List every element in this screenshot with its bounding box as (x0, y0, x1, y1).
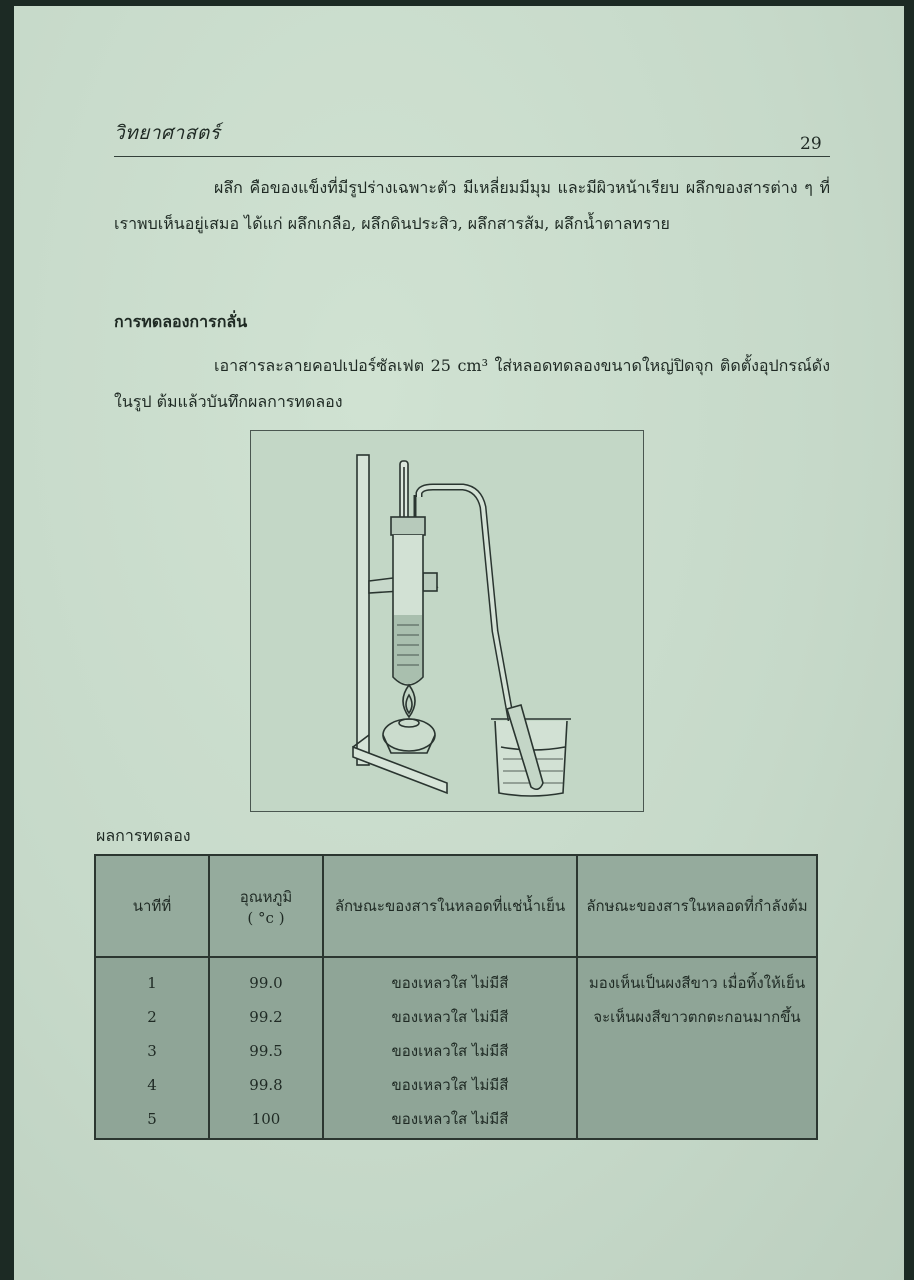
minute-cell: 2 (147, 1008, 157, 1026)
minute-cell: 1 (147, 974, 157, 992)
header-cold-tube-text: ลักษณะของสารในหลอดที่แช่น้ำเย็น (334, 897, 566, 915)
page (14, 6, 904, 1280)
boiling-tube-observation: มองเห็นเป็นผงสีขาว เมื่อทิ้งให้เย็น จะเห็นผงสีขาวตกตะกอนมากขึ้น (577, 957, 817, 1139)
minute-column (95, 957, 209, 1139)
header-minute (95, 855, 209, 957)
header-boiling-tube (577, 855, 817, 957)
experiment-paragraph: เอาสารละลายคอปเปอร์ซัลเฟต 25 cm³ ใส่หลอดทดลองขนาดใหญ่ปิดจุก ติดตั้งอุปกรณ์ดังในรูป ต้มแล้วบันทึกผลการทดลอง (114, 356, 830, 411)
temperature-cell: 99.2 (249, 1008, 283, 1026)
cold-tube-cell: ของเหลวใส ไม่มีสี (391, 974, 509, 992)
cold-tube-cell: ของเหลวใส ไม่มีสี (391, 1110, 509, 1128)
header-cold-tube (323, 855, 577, 957)
cold-tube-cell: ของเหลวใส ไม่มีสี (391, 1008, 509, 1026)
header-temperature (209, 855, 323, 957)
minute-cell: 5 (147, 1110, 157, 1128)
section-heading: การทดลองการกลั่น (114, 312, 248, 331)
crystal-paragraph: ผลึก คือของแข็งที่มีรูปร่างเฉพาะตัว มีเหลี่ยมมีมุม และมีผิวหน้าเรียบ ผลึกของสารต่าง ๆ ที่เราพบเห็นอยู่เสมอ ได้แก่ ผลึกเกลือ, ผลึกดินประสิว, ผลึกสารส้ม, ผลึกน้ำตาลทราย (114, 178, 830, 233)
temperature-cell: 100 (251, 1110, 281, 1128)
page-number: 29 (800, 134, 822, 154)
header-temperature-text: อุณหภูมิ (239, 888, 293, 906)
minute-cell: 4 (147, 1076, 157, 1094)
header-divider (114, 156, 830, 157)
minute-cell: 3 (147, 1042, 157, 1060)
header-minute-text: นาทีที่ (132, 897, 172, 915)
temperature-cell: 99.0 (249, 974, 283, 992)
temperature-cell: 99.5 (249, 1042, 283, 1060)
header-boiling-tube-text: ลักษณะของสารในหลอดที่กำลังต้ม (586, 897, 808, 915)
temperature-cell: 99.8 (249, 1076, 283, 1094)
header-temperature-unit: ( °c ) (247, 909, 285, 927)
results-table (94, 854, 818, 1140)
cold-tube-column (323, 957, 577, 1139)
temperature-column (209, 957, 323, 1139)
results-label: ผลการทดลอง (96, 826, 191, 845)
book-title: วิทยาศาสตร์ (114, 122, 221, 144)
cold-tube-cell: ของเหลวใส ไม่มีสี (391, 1076, 509, 1094)
distillation-apparatus-figure (250, 430, 644, 812)
distillation-apparatus-illustration (251, 431, 643, 811)
cold-tube-cell: ของเหลวใส ไม่มีสี (391, 1042, 509, 1060)
